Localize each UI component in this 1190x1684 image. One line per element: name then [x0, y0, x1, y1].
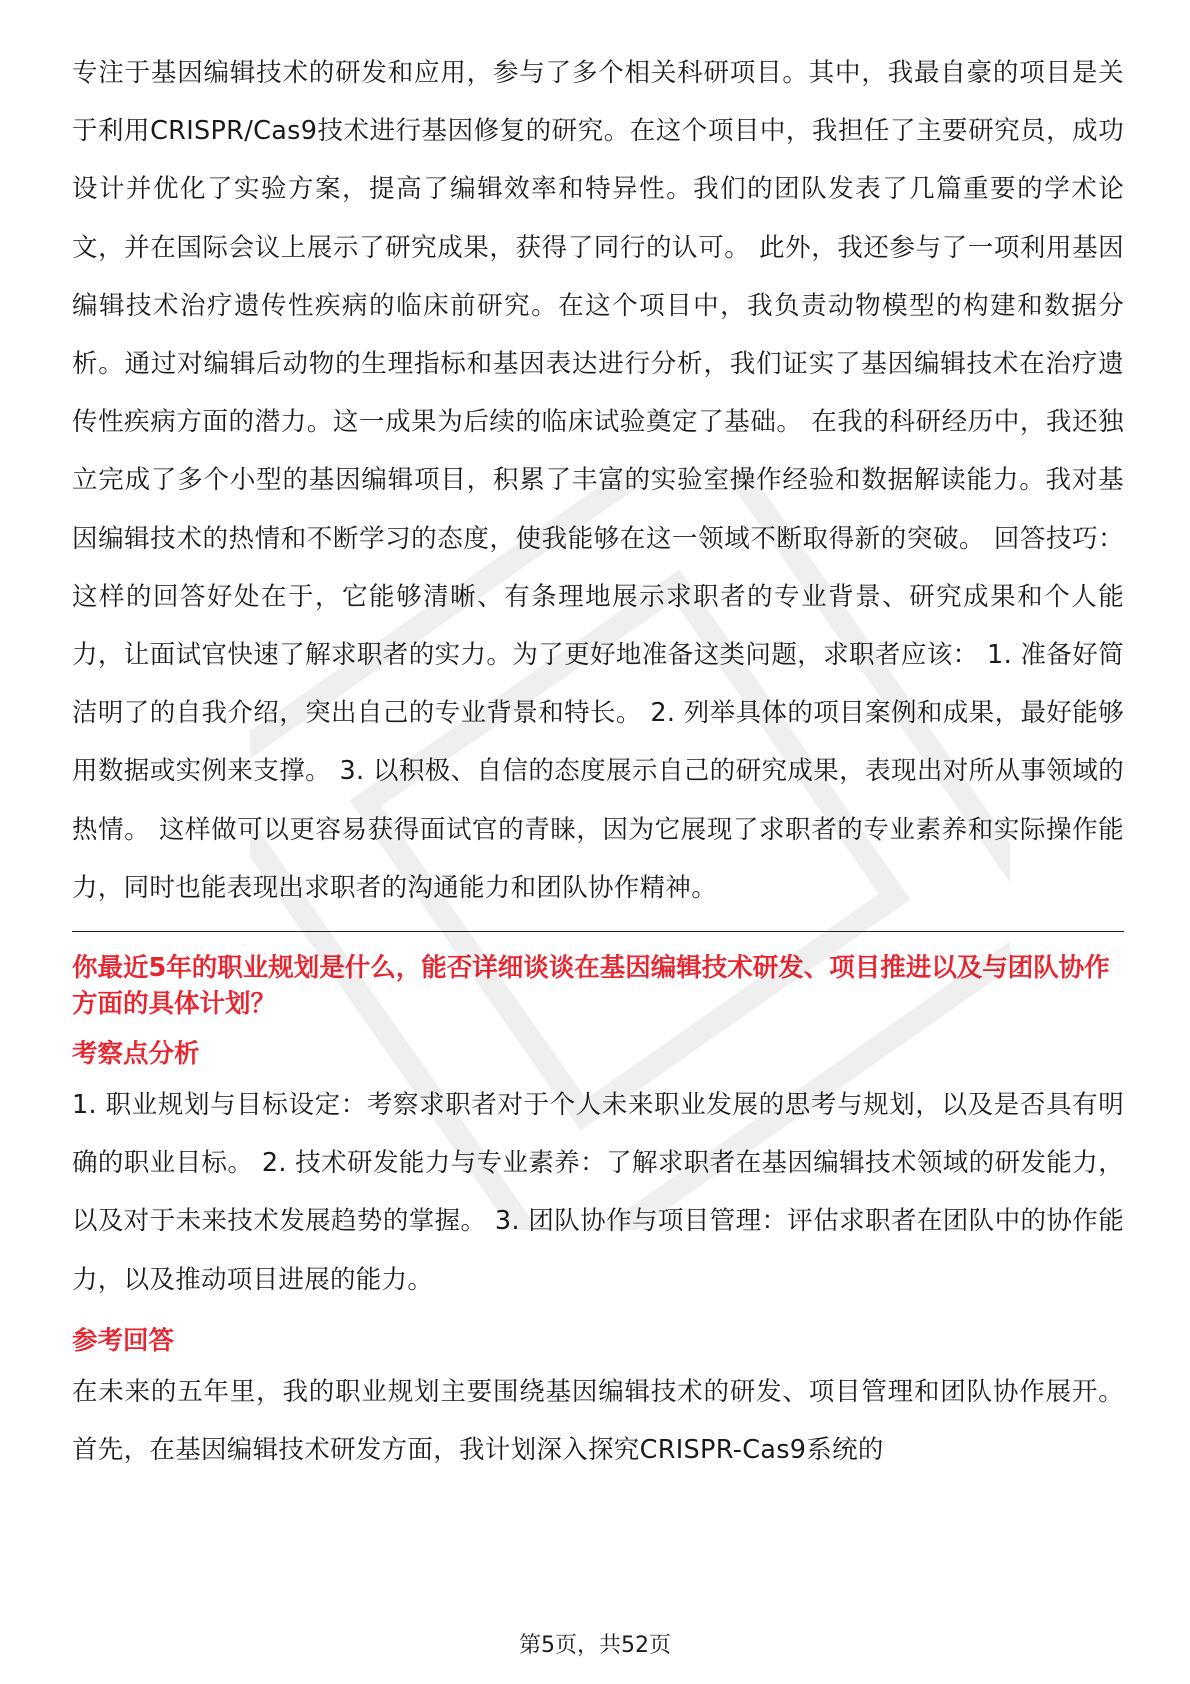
question-heading: 你最近5年的职业规划是什么，能否详细谈谈在基因编辑技术研发、项目推进以及与团队协作方面的具体计划？	[72, 953, 1110, 1020]
document-page	[72, 44, 1124, 1479]
page-number: 第5页，共52页	[519, 1633, 671, 1658]
analysis-paragraph: 1. 职业规划与目标设定：考察求职者对于个人未来职业发展的思考与规划，以及是否具有明确的职业目标。 2. 技术研发能力与专业素养：了解求职者在基因编辑技术领域的研发能力，以及对于未来技术发展趋势的掌握。 3. 团队协作与项目管理：评估求职者在团队中的协作能力，以及推动项目进展的能力。	[72, 1090, 1124, 1295]
section-divider	[72, 931, 1124, 932]
analysis-heading: 考察点分析	[72, 1039, 200, 1070]
body-paragraph: 专注于基因编辑技术的研发和应用，参与了多个相关科研项目。其中，我最自豪的项目是关于利用CRISPR/Cas9技术进行基因修复的研究。在这个项目中，我担任了主要研究员，成功设计并优化了实验方案，提高了编辑效率和特异性。我们的团队发表了几篇重要的学术论文，并在国际会议上展示了研究成果，获得了同行的认可。 此外，我还参与了一项利用基因编辑技术治疗遗传性疾病的临床前研究。在这个项目中，我负责动物模型的构建和数据分析。通过对编辑后动物的生理指标和基因表达进行分析，我们证实了基因编辑技术在治疗遗传性疾病方面的潜力。这一成果为后续的临床试验奠定了基础。 在我的科研经历中，我还独立完成了多个小型的基因编辑项目，积累了丰富的实验室操作经验和数据解读能力。我对基因编辑技术的热情和不断学习的态度，使我能够在这一领域不断取得新的突破。 回答技巧：这样的回答好处在于，它能够清晰、有条理地展示求职者的专业背景、研究成果和个人能力，让面试官快速了解求职者的实力。为了更好地准备这类问题，求职者应该： 1. 准备好简洁明了的自我介绍，突出自己的专业背景和特长。 2. 列举具体的项目案例和成果，最好能够用数据或实例来支撑。 3. 以积极、自信的态度展示自己的研究成果，表现出对所从事领域的热情。 这样做可以更容易获得面试官的青睐，因为它展现了求职者的专业素养和实际操作能力，同时也能表现出求职者的沟通能力和团队协作精神。	[72, 58, 1124, 903]
answer-paragraph: 在未来的五年里，我的职业规划主要围绕基因编辑技术的研发、项目管理和团队协作展开。首先，在基因编辑技术研发方面，我计划深入探究CRISPR-Cas9系统的	[72, 1376, 1124, 1466]
answer-heading: 参考回答	[72, 1325, 175, 1356]
